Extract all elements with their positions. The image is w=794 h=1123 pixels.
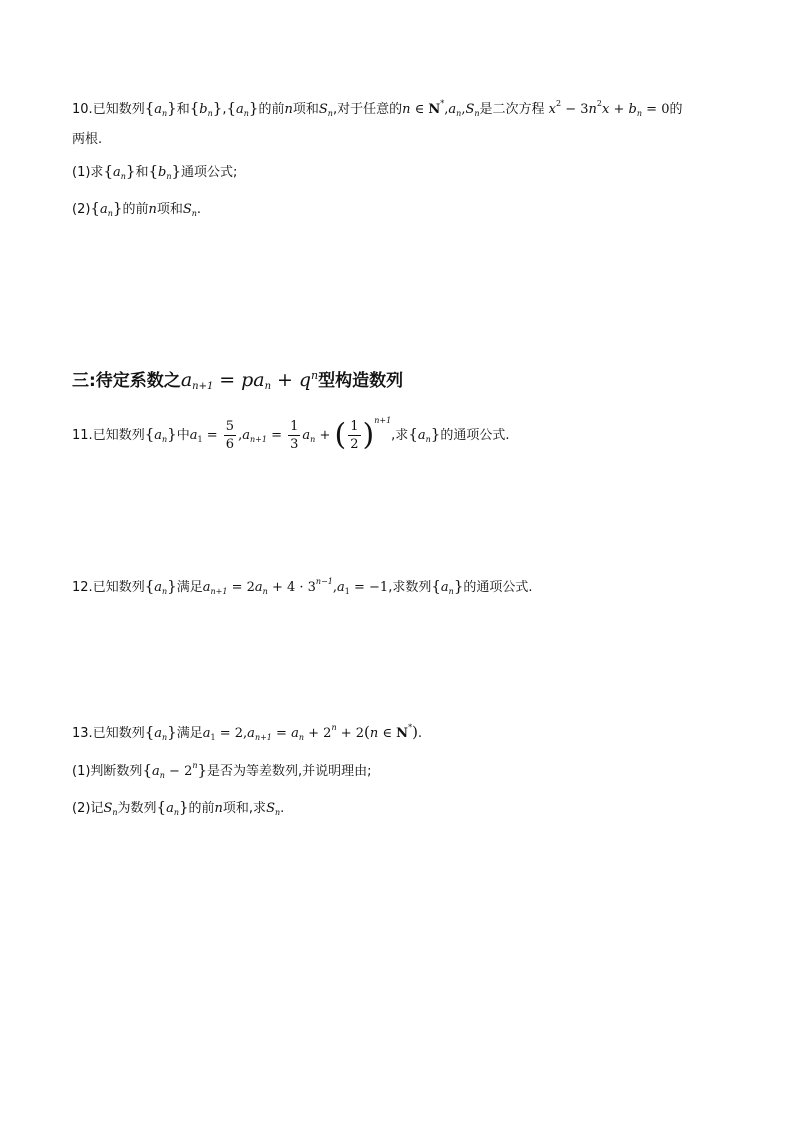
question-13: 13.已知数列$\{a_n\}$满足$a_1 = 2,a_{n+1} = a_n + 2^n + 2(n$ ∈ N*).: [72, 723, 423, 742]
question-11: 11.已知数列$\{a_n\}$中$a_1$ = $\frac{5}{6}$ $,a_{n+1}$ = $\frac{1}{3}$ $a_n$ + ( $\frac{1}{2}$ )$^{n+1}$,求$\{a_n\}$的通项公式.: [72, 416, 510, 453]
question-number: 12.: [72, 580, 93, 595]
question-10-line-1: 10.已知数列$\{a_n\}$和$\{b_n\},\{a_n\}$的前n项和$S_n$,对于任意的n ∈ $N^*,a_n,S_n$是二次方程 $x^2 - 3n^2x + b_n = 0$的: [72, 99, 683, 118]
section-heading: 三:待定系数之$a_{n+1} = pa_n + q^n$型构造数列: [72, 369, 404, 392]
question-13-part-2: (2)记$S_n$为数列$\{a_n\}$的前n项和,求$S_n$.: [72, 798, 285, 817]
question-number: 10.: [72, 102, 93, 117]
question-13-part-1: (1)判断数列$\{a_n - 2^n\}$是否为等差数列,并说明理由;: [72, 761, 372, 780]
question-10-part-2: $(2)\{a_n\}$的前n项和$S_n$.: [72, 199, 202, 218]
question-10-part-1: (1)求$\{a_n\}$和$\{b_n\}$通项公式;: [72, 162, 238, 181]
question-number: 13.: [72, 726, 93, 741]
question-12: 12.已知数列$\{a_n\}$满足$a_{n+1} = 2a_n + 4 \cdot 3^{n-1},a_1 = -1$,求数列$\{a_n\}$的通项公式.: [72, 577, 533, 596]
question-10-line-2: 两根.: [72, 132, 103, 147]
question-number: 11.: [72, 428, 93, 443]
